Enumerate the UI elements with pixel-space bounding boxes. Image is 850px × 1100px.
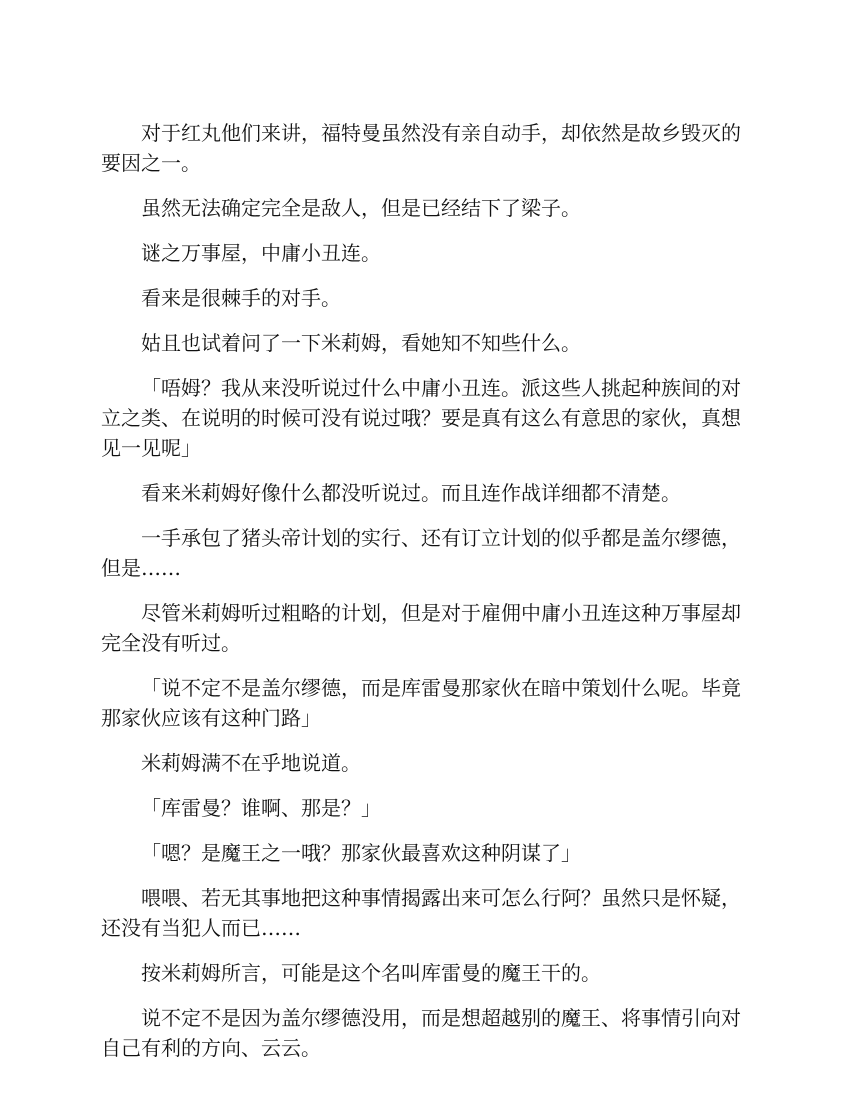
paragraph: 对于红丸他们来讲，福特曼虽然没有亲自动手，却依然是故乡毁灭的要因之一。: [101, 121, 741, 175]
paragraph: 虽然无法确定完全是敌人，但是已经结下了梁子。: [141, 196, 581, 220]
paragraph: 米莉姆满不在乎地说道。: [141, 751, 361, 775]
paragraph: 姑且也试着问了一下米莉姆，看她知不知些什么。: [141, 331, 581, 355]
paragraph: 喂喂、若无其事地把这种事情揭露出来可怎么行阿？虽然只是怀疑，还没有当犯人而已……: [101, 886, 741, 940]
document-page: [101, 118, 749, 1078]
paragraph: 说不定不是因为盖尔缪德没用，而是想超越别的魔王、将事情引向对自己有利的方向、云云。: [101, 1006, 741, 1060]
paragraph: 看来是很棘手的对手。: [141, 286, 341, 310]
dialogue-paragraph: 「说不定不是盖尔缪德，而是库雷曼那家伙在暗中策划什么呢。毕竟那家伙应该有这种门路」: [101, 676, 741, 730]
paragraph: 看来米莉姆好像什么都没听说过。而且连作战详细都不清楚。: [141, 481, 681, 505]
paragraph: 谜之万事屋，中庸小丑连。: [141, 241, 381, 265]
dialogue-paragraph: 「库雷曼？谁啊、那是？」: [141, 796, 381, 820]
dialogue-paragraph: 「嗯？是魔王之一哦？那家伙最喜欢这种阴谋了」: [141, 841, 581, 865]
paragraph: 按米莉姆所言，可能是这个名叫库雷曼的魔王干的。: [141, 961, 601, 985]
paragraph: 一手承包了猪头帝计划的实行、还有订立计划的似乎都是盖尔缪德，但是……: [101, 526, 741, 580]
dialogue-paragraph: 「唔姆？我从来没听说过什么中庸小丑连。派这些人挑起种族间的对立之类、在说明的时候可没有说过哦？要是真有这么有意思的家伙，真想见一见呢」: [101, 376, 741, 460]
paragraph: 尽管米莉姆听过粗略的计划，但是对于雇佣中庸小丑连这种万事屋却完全没有听过。: [101, 601, 741, 655]
